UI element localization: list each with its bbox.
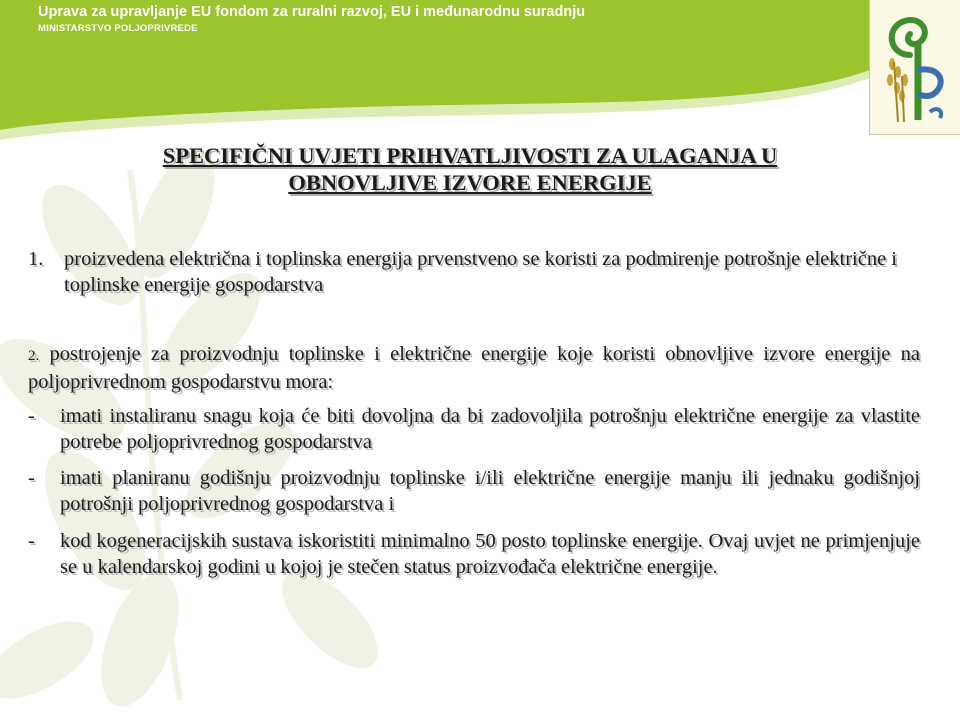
ministry-leaf-p-logo-icon <box>870 0 960 134</box>
sub-item-text: imati planiranu godišnju proizvodnju toplinske i/ili električne energije manju ili jednaku godišnjoj potrošnji poljoprivrednog gospodarstva i <box>60 467 920 515</box>
numbered-item-2 <box>28 341 920 395</box>
slide-title <box>60 142 880 196</box>
header-organization: Uprava za upravljanje EU fondom za ruralni razvoj, EU i međunarodnu suradnju <box>38 4 586 20</box>
dash-bullet: - <box>28 467 35 489</box>
item-number: 2. <box>28 348 40 364</box>
sub-item-text: kod kogeneracijskih sustava iskoristiti minimalno 50 posto toplinske energije. Ovaj uvjet ne primjenjuje se u kalendarskoj godini u kojoj je stečen status proizvođača električne energije. <box>60 530 920 578</box>
item-text: postrojenje za proizvodnju toplinske i električne energije koje koristi obnovljive izvore energije na poljoprivrednom gospodarstvu mora: <box>28 343 921 393</box>
sub-item <box>28 528 920 580</box>
sub-item-text: imati instaliranu snagu koja će biti dovoljna da bi zadovoljila potrošnju električne energije za vlastite potrebe poljoprivrednog gospodarstva <box>60 405 920 453</box>
item-number: 1. <box>28 248 44 270</box>
numbered-item-1 <box>28 246 920 298</box>
title-line-1: SPECIFIČNI UVJETI PRIHVATLJIVOSTI ZA ULAGANJA U <box>162 143 778 168</box>
header-ministry: MINISTARSTVO POLJOPRIVREDE <box>38 23 198 34</box>
item-text: proizvedena električna i toplinska energija prvenstveno se koristi za podmirenje potrošnje električne i toplinske energije gospodarstva <box>64 248 898 296</box>
sub-item <box>28 403 920 455</box>
sub-item <box>28 465 920 517</box>
ministry-logo <box>869 0 960 135</box>
dash-bullet: - <box>28 530 35 552</box>
dash-bullet: - <box>28 405 35 427</box>
title-line-2: OBNOVLJIVE IZVORE ENERGIJE <box>288 170 652 195</box>
